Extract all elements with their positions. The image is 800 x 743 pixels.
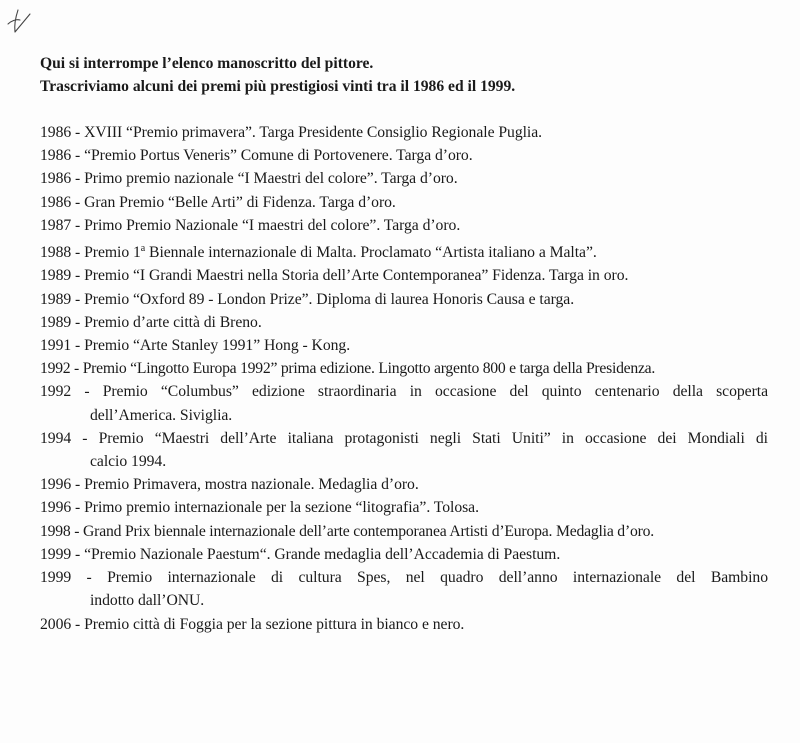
award-text: 1989 - Premio “Oxford 89 - London Prize”. Diploma di laurea Honoris Causa e targa. <box>40 290 575 308</box>
award-entry <box>40 121 768 144</box>
award-text: 1989 - Premio d’arte città di Breno. <box>40 313 262 331</box>
award-text: 1986 - Primo premio nazionale “I Maestri del colore”. Targa d’oro. <box>40 170 458 188</box>
intro-heading <box>40 52 780 98</box>
award-text: 1987 - Primo Premio Nazionale “I maestri del colore”. Targa d’oro. <box>40 216 461 234</box>
heading-line-1: Qui si interrompe l’elenco manoscritto del pittore. <box>40 55 374 72</box>
award-entry <box>40 543 768 566</box>
award-text: 1986 - XVIII “Premio primavera”. Targa Presidente Consiglio Regionale Puglia. <box>40 124 543 141</box>
award-text: 1994 - Premio “Maestri dell’Arte italiana protagonisti negli Stati Uniti” in occasione dei Mondiali di <box>40 429 768 447</box>
award-entry <box>40 144 768 167</box>
award-text: 1991 - Premio “Arte Stanley 1991” Hong - Kong. <box>40 337 351 355</box>
award-entry <box>40 473 768 496</box>
award-text: 1986 - “Premio Portus Veneris” Comune di Portovenere. Targa d’oro. <box>40 147 473 165</box>
award-text: 1989 - Premio “I Grandi Maestri nella Storia dell’Arte Contemporanea” Fidenza. Targa in oro. <box>40 267 629 285</box>
award-entry <box>40 191 768 214</box>
award-text: 1992 - Premio “Columbus” edizione straordinaria in occasione del quinto centenario della scoperta <box>40 383 768 401</box>
award-entry <box>40 380 768 426</box>
award-entry <box>40 288 768 311</box>
award-entry <box>40 566 768 612</box>
award-entry <box>40 357 768 380</box>
award-text: 1996 - Primo premio internazionale per la sezione “litografia”. Tolosa. <box>40 499 479 517</box>
ordinal-superscript: a <box>140 243 146 255</box>
award-text: 1996 - Premio Primavera, mostra nazionale. Medaglia d’oro. <box>40 476 419 494</box>
award-continuation: dell’America. Siviglia. <box>90 406 233 424</box>
award-text-after: Biennale internazionale di Malta. Proclamato “Artista italiano a Malta”. <box>145 244 597 262</box>
award-entry <box>40 311 768 334</box>
award-entry <box>40 264 768 287</box>
pencil-check-mark <box>2 2 42 38</box>
award-entry <box>40 496 768 519</box>
award-text: 1999 - Premio internazionale di cultura Spes, nel quadro dell’anno internazionale del Bambino <box>40 569 768 587</box>
award-continuation: calcio 1994. <box>90 453 167 471</box>
award-continuation: indotto dall’ONU. <box>90 592 205 610</box>
award-text: 1986 - Gran Premio “Belle Arti” di Fidenza. Targa d’oro. <box>40 193 396 211</box>
award-text-before: 1988 - Premio 1 <box>40 244 141 262</box>
award-text: 1992 - Premio “Lingotto Europa 1992” prima edizione. Lingotto argento 800 e targa della Presidenza. <box>40 360 656 378</box>
award-entry <box>40 613 768 636</box>
heading-line-2: Trascriviamo alcuni dei premi più prestigiosi vinti tra il 1986 ed il 1999. <box>40 78 516 95</box>
award-text: 1999 - “Premio Nazionale Paestum“. Grande medaglia dell’Accademia di Paestum. <box>40 545 561 563</box>
award-entry <box>40 427 768 473</box>
award-text: 2006 - Premio città di Foggia per la sezione pittura in bianco e nero. <box>40 615 465 633</box>
award-entry <box>40 237 768 264</box>
award-entry <box>40 167 768 190</box>
award-entry <box>40 214 768 237</box>
award-entry <box>40 334 768 357</box>
award-entry <box>40 520 768 543</box>
awards-list <box>40 121 768 636</box>
award-text: 1998 - Grand Prix biennale internazionale dell’arte contemporanea Artisti d’Europa. Medaglia d’oro. <box>40 522 655 540</box>
